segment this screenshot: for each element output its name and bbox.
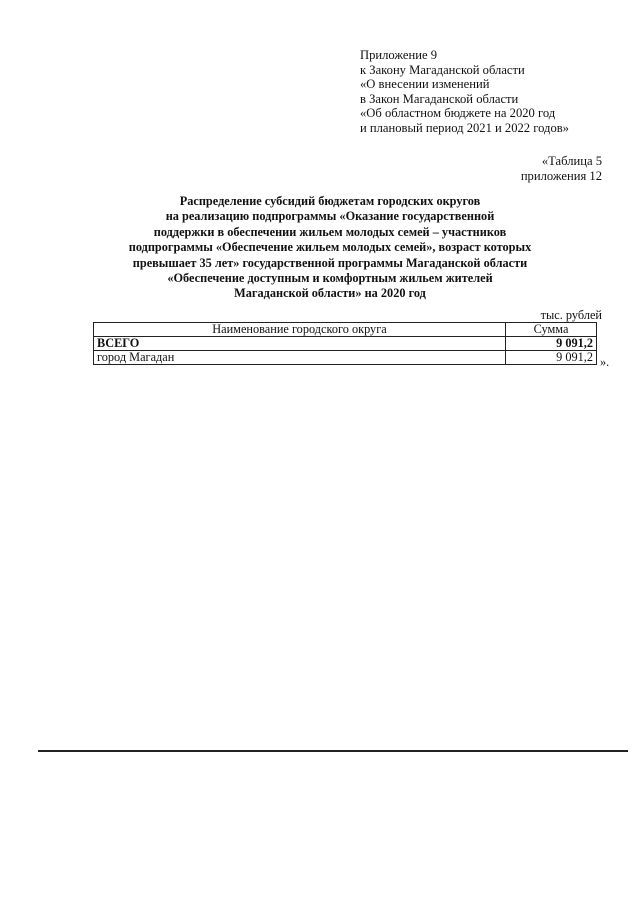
title-line: превышает 35 лет» государственной программы Магаданской области xyxy=(132,255,528,270)
title-line: «Обеспечение доступным и комфортным жильем жителей xyxy=(167,271,493,286)
units-label: тыс. рублей xyxy=(540,308,602,322)
title-line: на реализацию подпрограммы «Оказание государственной xyxy=(165,209,495,224)
district-name: город Магадан xyxy=(94,351,506,365)
appendix-line: к Закону Магаданской области xyxy=(360,62,525,77)
footer-divider xyxy=(38,750,628,752)
closing-quote-mark: ». xyxy=(600,355,610,369)
column-header-name: Наименование городского округа xyxy=(94,323,506,337)
total-amount: 9 091,2 xyxy=(506,337,597,351)
document-title xyxy=(100,194,560,302)
table-header-row xyxy=(94,323,597,337)
appendix-line: Приложение 9 xyxy=(360,48,438,62)
table-reference-line: «Таблица 5 xyxy=(541,154,602,168)
table-reference-line: приложения 12 xyxy=(520,168,602,183)
title-line: Магаданской области» на 2020 год xyxy=(234,286,426,301)
total-row xyxy=(94,337,597,351)
appendix-line: и плановый период 2021 и 2022 годов» xyxy=(360,120,569,135)
title-line: поддержки в обеспечении жильем молодых семей – участников xyxy=(153,224,507,239)
appendix-line: «Об областном бюджете на 2020 год xyxy=(360,106,556,121)
total-label: ВСЕГО xyxy=(94,337,506,351)
column-header-amount: Сумма xyxy=(506,323,597,337)
appendix-line: «О внесении изменений xyxy=(360,77,490,92)
table-reference xyxy=(521,154,602,183)
appendix-header xyxy=(360,48,630,136)
district-amount: 9 091,2 xyxy=(506,351,597,365)
table-row xyxy=(94,351,597,365)
title-line: подпрограммы «Обеспечение жильем молодых семей», возраст которых xyxy=(128,240,532,255)
title-line: Распределение субсидий бюджетам городских округов xyxy=(179,194,481,208)
subsidy-table xyxy=(93,322,597,365)
appendix-line: в Закон Магаданской области xyxy=(360,91,519,106)
